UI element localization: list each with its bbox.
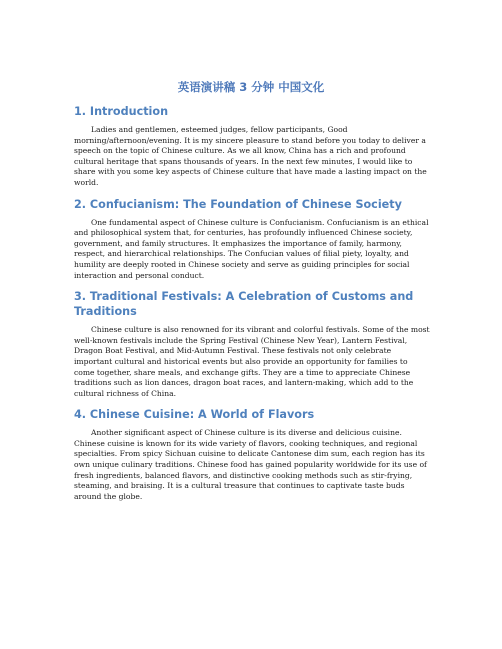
section-heading: 2. Confucianism: The Foundation of Chinese Society [74, 197, 402, 211]
section-paragraph: One fundamental aspect of Chinese culture is Confucianism. Confucianism is an ethical and philosophical system that, for centuries, has profoundly influenced Chinese society, government, and family structures. It emphasizes the importance of family, harmony, respect, and hierarchical relationships. The Confucian values of filial piety, loyalty, and humility are deeply rooted in Chinese society and serve as guiding principles for social interaction and personal conduct. [74, 217, 429, 280]
section-paragraph: Another significant aspect of Chinese culture is its diverse and delicious cuisine. Chinese cuisine is known for its wide variety of flavors, cooking techniques, and regional specialties. From spicy Sichuan cuisine to delicate Cantonese dim sum, each region has its own unique culinary traditions. Chinese food has gained popularity worldwide for its use of fresh ingredients, balanced flavors, and distinctive cooking methods such as stir-frying, steaming, and braising. It is a cultural treasure that continues to captivate taste buds around the globe. [74, 428, 427, 501]
section-festivals [74, 289, 430, 399]
section-confucianism [74, 197, 430, 282]
section-introduction [74, 104, 430, 189]
section-cuisine [74, 407, 430, 502]
section-paragraph: Ladies and gentlemen, esteemed judges, fellow participants, Good morning/afternoon/evening. It is my sincere pleasure to stand before you today to deliver a speech on the topic of Chinese culture. As we all know, China has a rich and profound cultural heritage that spans thousands of years. In the next few minutes, I would like to share with you some key aspects of Chinese culture that have made a lasting impact on the world. [74, 125, 427, 187]
section-heading: 3. Traditional Festivals: A Celebration of Customs and Traditions [74, 290, 414, 319]
document-title: 英语演讲稿 3 分钟 中国文化 [177, 80, 325, 94]
section-heading: 1. Introduction [74, 105, 169, 118]
document-body [74, 104, 430, 510]
section-paragraph: Chinese culture is also renowned for its vibrant and colorful festivals. Some of the most well-known festivals include the Spring Festival (Chinese New Year), Lantern Festival, Dragon Boat Festival, and Mid-Autumn Festival. These festivals not only celebrate important cultural and historical events but also provide an opportunity for families to come together, share meals, and exchange gifts. They are a time to appreciate Chinese traditions such as lion dances, dragon boat races, and lantern-making, which add to the cultural richness of China. [74, 325, 430, 398]
section-heading: 4. Chinese Cuisine: A World of Flavors [74, 408, 315, 422]
